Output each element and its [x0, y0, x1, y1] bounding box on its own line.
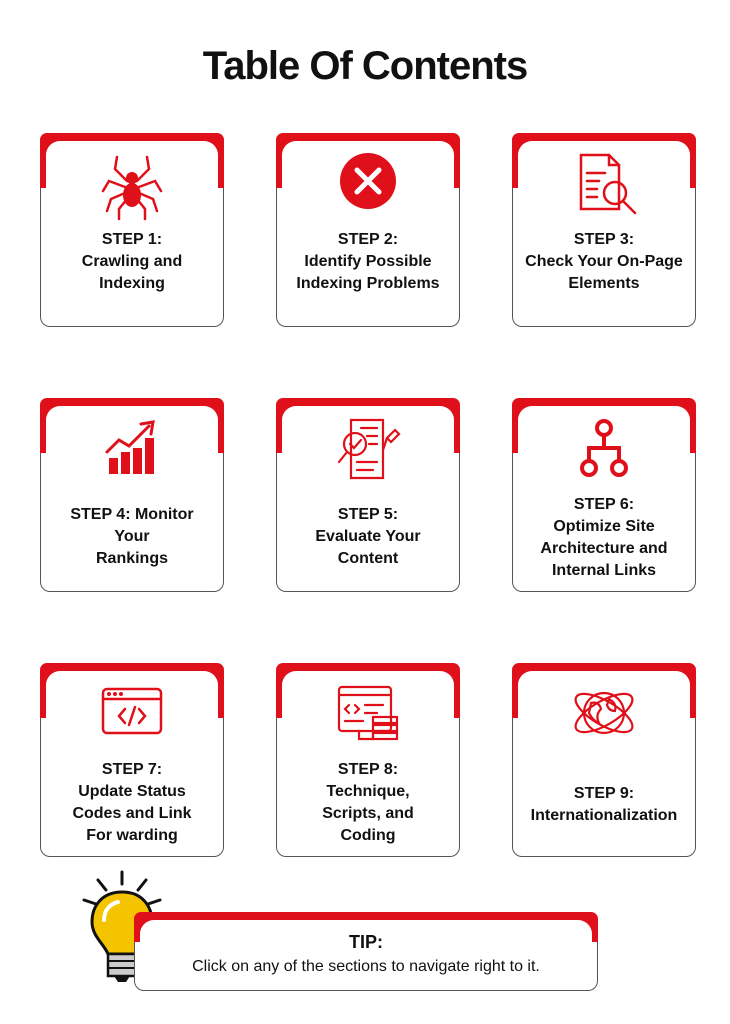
- content-review-icon: [333, 416, 403, 486]
- document-search-icon: [569, 151, 639, 221]
- step-7-label: STEP 7: Update Status Codes and Link For warding: [72, 761, 192, 844]
- code-monitor-icon: [333, 681, 403, 751]
- step-card-2[interactable]: [276, 133, 460, 327]
- globe-orbit-icon: [569, 681, 639, 751]
- sitemap-icon: [569, 416, 639, 486]
- tip-message: Click on any of the sections to navigate right to it.: [192, 958, 540, 975]
- step-card-6[interactable]: [512, 398, 696, 592]
- step-card-7[interactable]: [40, 663, 224, 857]
- step-card-4[interactable]: [40, 398, 224, 592]
- step-1-label: STEP 1: Crawling and Indexing: [81, 231, 183, 292]
- bar-chart-growth-icon: [97, 416, 167, 486]
- error-x-icon: [333, 151, 403, 221]
- step-2-label: STEP 2: Identify Possible Indexing Problems: [296, 231, 440, 292]
- tip-label: TIP:: [349, 932, 383, 952]
- step-6-label: STEP 6: Optimize Site Architecture and Internal Links: [540, 496, 668, 579]
- tip-box: [134, 912, 598, 992]
- page-title: Table Of Contents: [202, 44, 528, 88]
- step-card-5[interactable]: [276, 398, 460, 592]
- step-4-label: STEP 4: Monitor Your Rankings: [70, 506, 194, 567]
- step-card-9[interactable]: [512, 663, 696, 857]
- step-9-label: STEP 9: Internationalization: [530, 785, 678, 824]
- step-card-1[interactable]: [40, 133, 224, 327]
- step-card-8[interactable]: [276, 663, 460, 857]
- code-window-icon: [97, 681, 167, 751]
- step-card-3[interactable]: [512, 133, 696, 327]
- step-8-label: STEP 8: Technique, Scripts, and Coding: [322, 761, 414, 844]
- step-3-label: STEP 3: Check Your On-Page Elements: [525, 231, 683, 292]
- spider-icon: [97, 151, 167, 221]
- step-5-label: STEP 5: Evaluate Your Content: [315, 506, 421, 567]
